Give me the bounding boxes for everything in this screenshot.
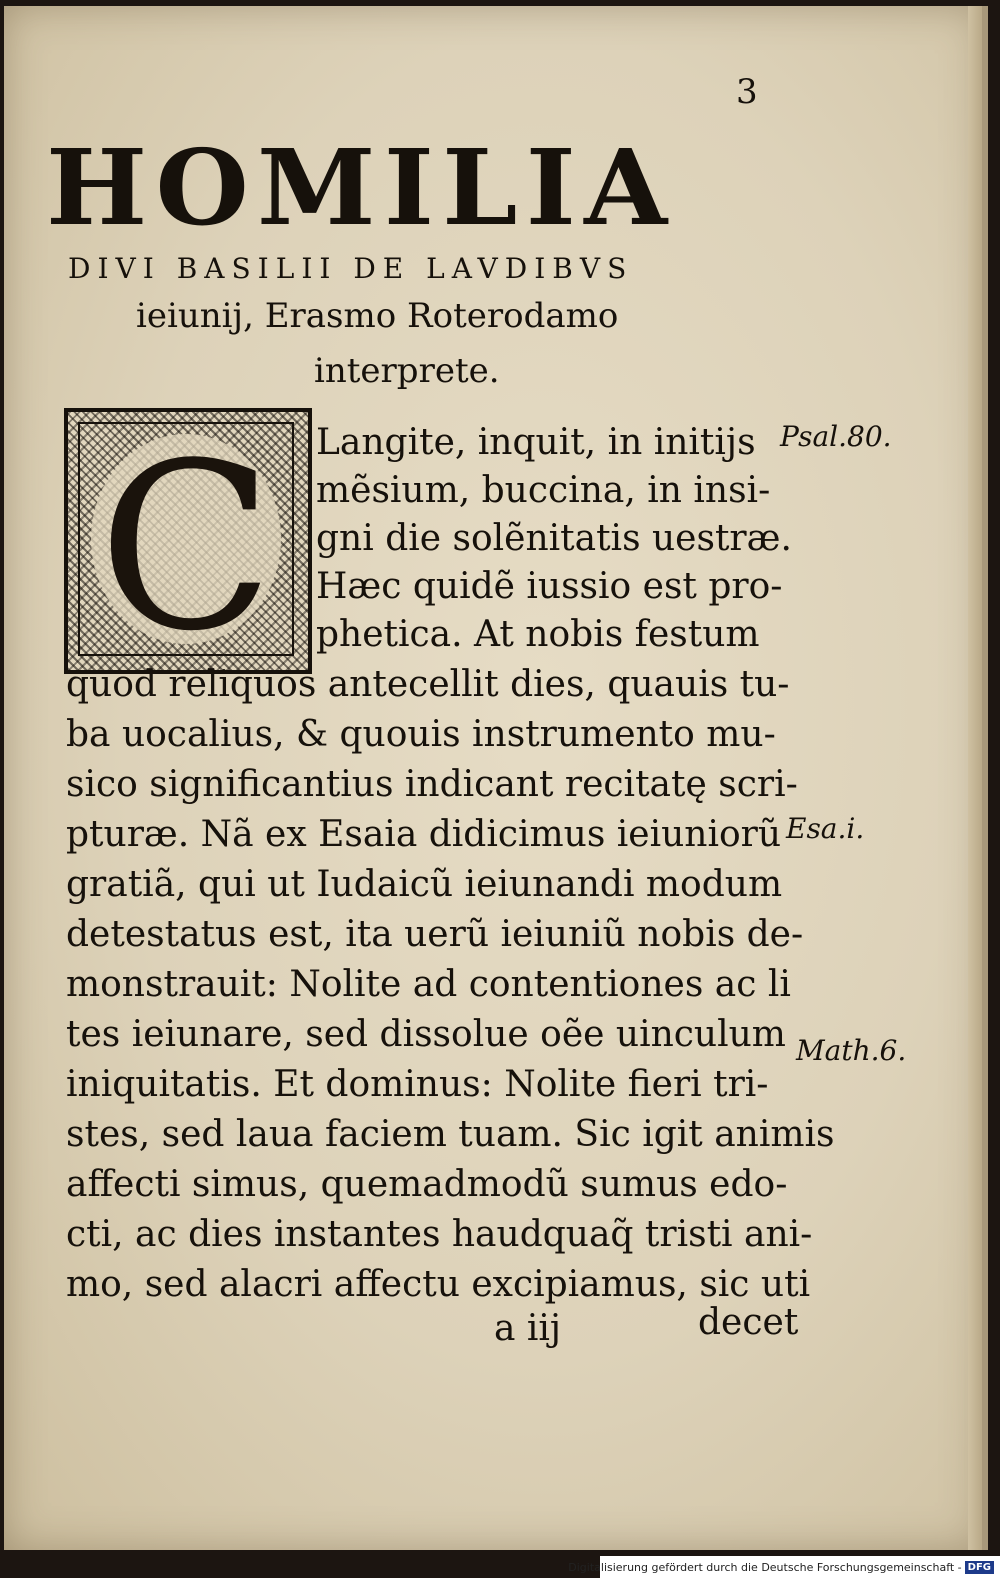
body-line: stes, sed laua faciem tuam. Sic igit animis: [66, 1114, 835, 1155]
body-line: Langite, inquit, in initijs: [316, 422, 756, 463]
book-page: [4, 6, 988, 1550]
subtitle-line-3: interprete.: [314, 351, 500, 391]
funding-credit: Digitalisierung gefördert durch die Deutsche Forschungsgemeinschaft -: [568, 1560, 962, 1574]
page-number: 3: [736, 72, 758, 112]
decorated-initial: [64, 408, 312, 682]
initial-frame: [78, 415, 294, 682]
body-line: pturæ. Nã ex Esaia didicimus ieiuniorũ: [66, 814, 782, 855]
body-line: gni die solẽnitatis uestræ.: [316, 518, 792, 559]
body-line: tes ieiunare, sed dissolue oẽe uinculum: [66, 1014, 786, 1055]
subtitle-line-2: ieiunij, Erasmo Roterodamo: [136, 296, 619, 336]
body-line: affecti simus, quemadmodũ sumus edo-: [66, 1164, 788, 1205]
initial-letter: C: [91, 434, 281, 644]
margin-note: Psal.80.: [780, 420, 892, 453]
catchword: decet: [698, 1302, 799, 1343]
page-title: HOMILIA: [46, 126, 676, 249]
body-line: gratiã, qui ut Iudaicũ ieiunandi modum: [66, 864, 783, 905]
body-line: monstrauit: Nolite ad contentiones ac li: [66, 964, 791, 1005]
body-line: detestatus est, ita uerũ ieiuniũ nobis de-: [66, 914, 804, 955]
funding-credit-bar: [568, 1556, 1000, 1578]
body-line: mo, sed alacri affectu excipiamus, sic uti: [66, 1264, 811, 1305]
body-line: phetica. At nobis festum: [316, 614, 760, 655]
body-line: iniquitatis. Et dominus: Nolite fieri tri-: [66, 1064, 769, 1105]
margin-note: Esa.i.: [786, 812, 865, 845]
body-line: mẽsium, buccina, in insi-: [316, 470, 771, 511]
body-line: cti, ac dies instantes haudquaq̃ tristi ani-: [66, 1214, 813, 1255]
subtitle-line-1: DIVI BASILII DE LAVDIBVS: [68, 252, 634, 285]
margin-note: Math.6.: [796, 1034, 907, 1067]
page-edge: [968, 6, 982, 1550]
body-line: sico significantius indicant recitatę scri-: [66, 764, 798, 805]
body-line: ba uocalius, & quouis instrumento mu-: [66, 714, 776, 755]
body-line: Hæc quidẽ iussio est pro-: [316, 566, 783, 607]
signature-mark: a iij: [494, 1308, 562, 1349]
dfg-logo: DFG: [965, 1561, 994, 1574]
body-line: quod reliquos antecellit dies, quauis tu-: [66, 664, 790, 705]
